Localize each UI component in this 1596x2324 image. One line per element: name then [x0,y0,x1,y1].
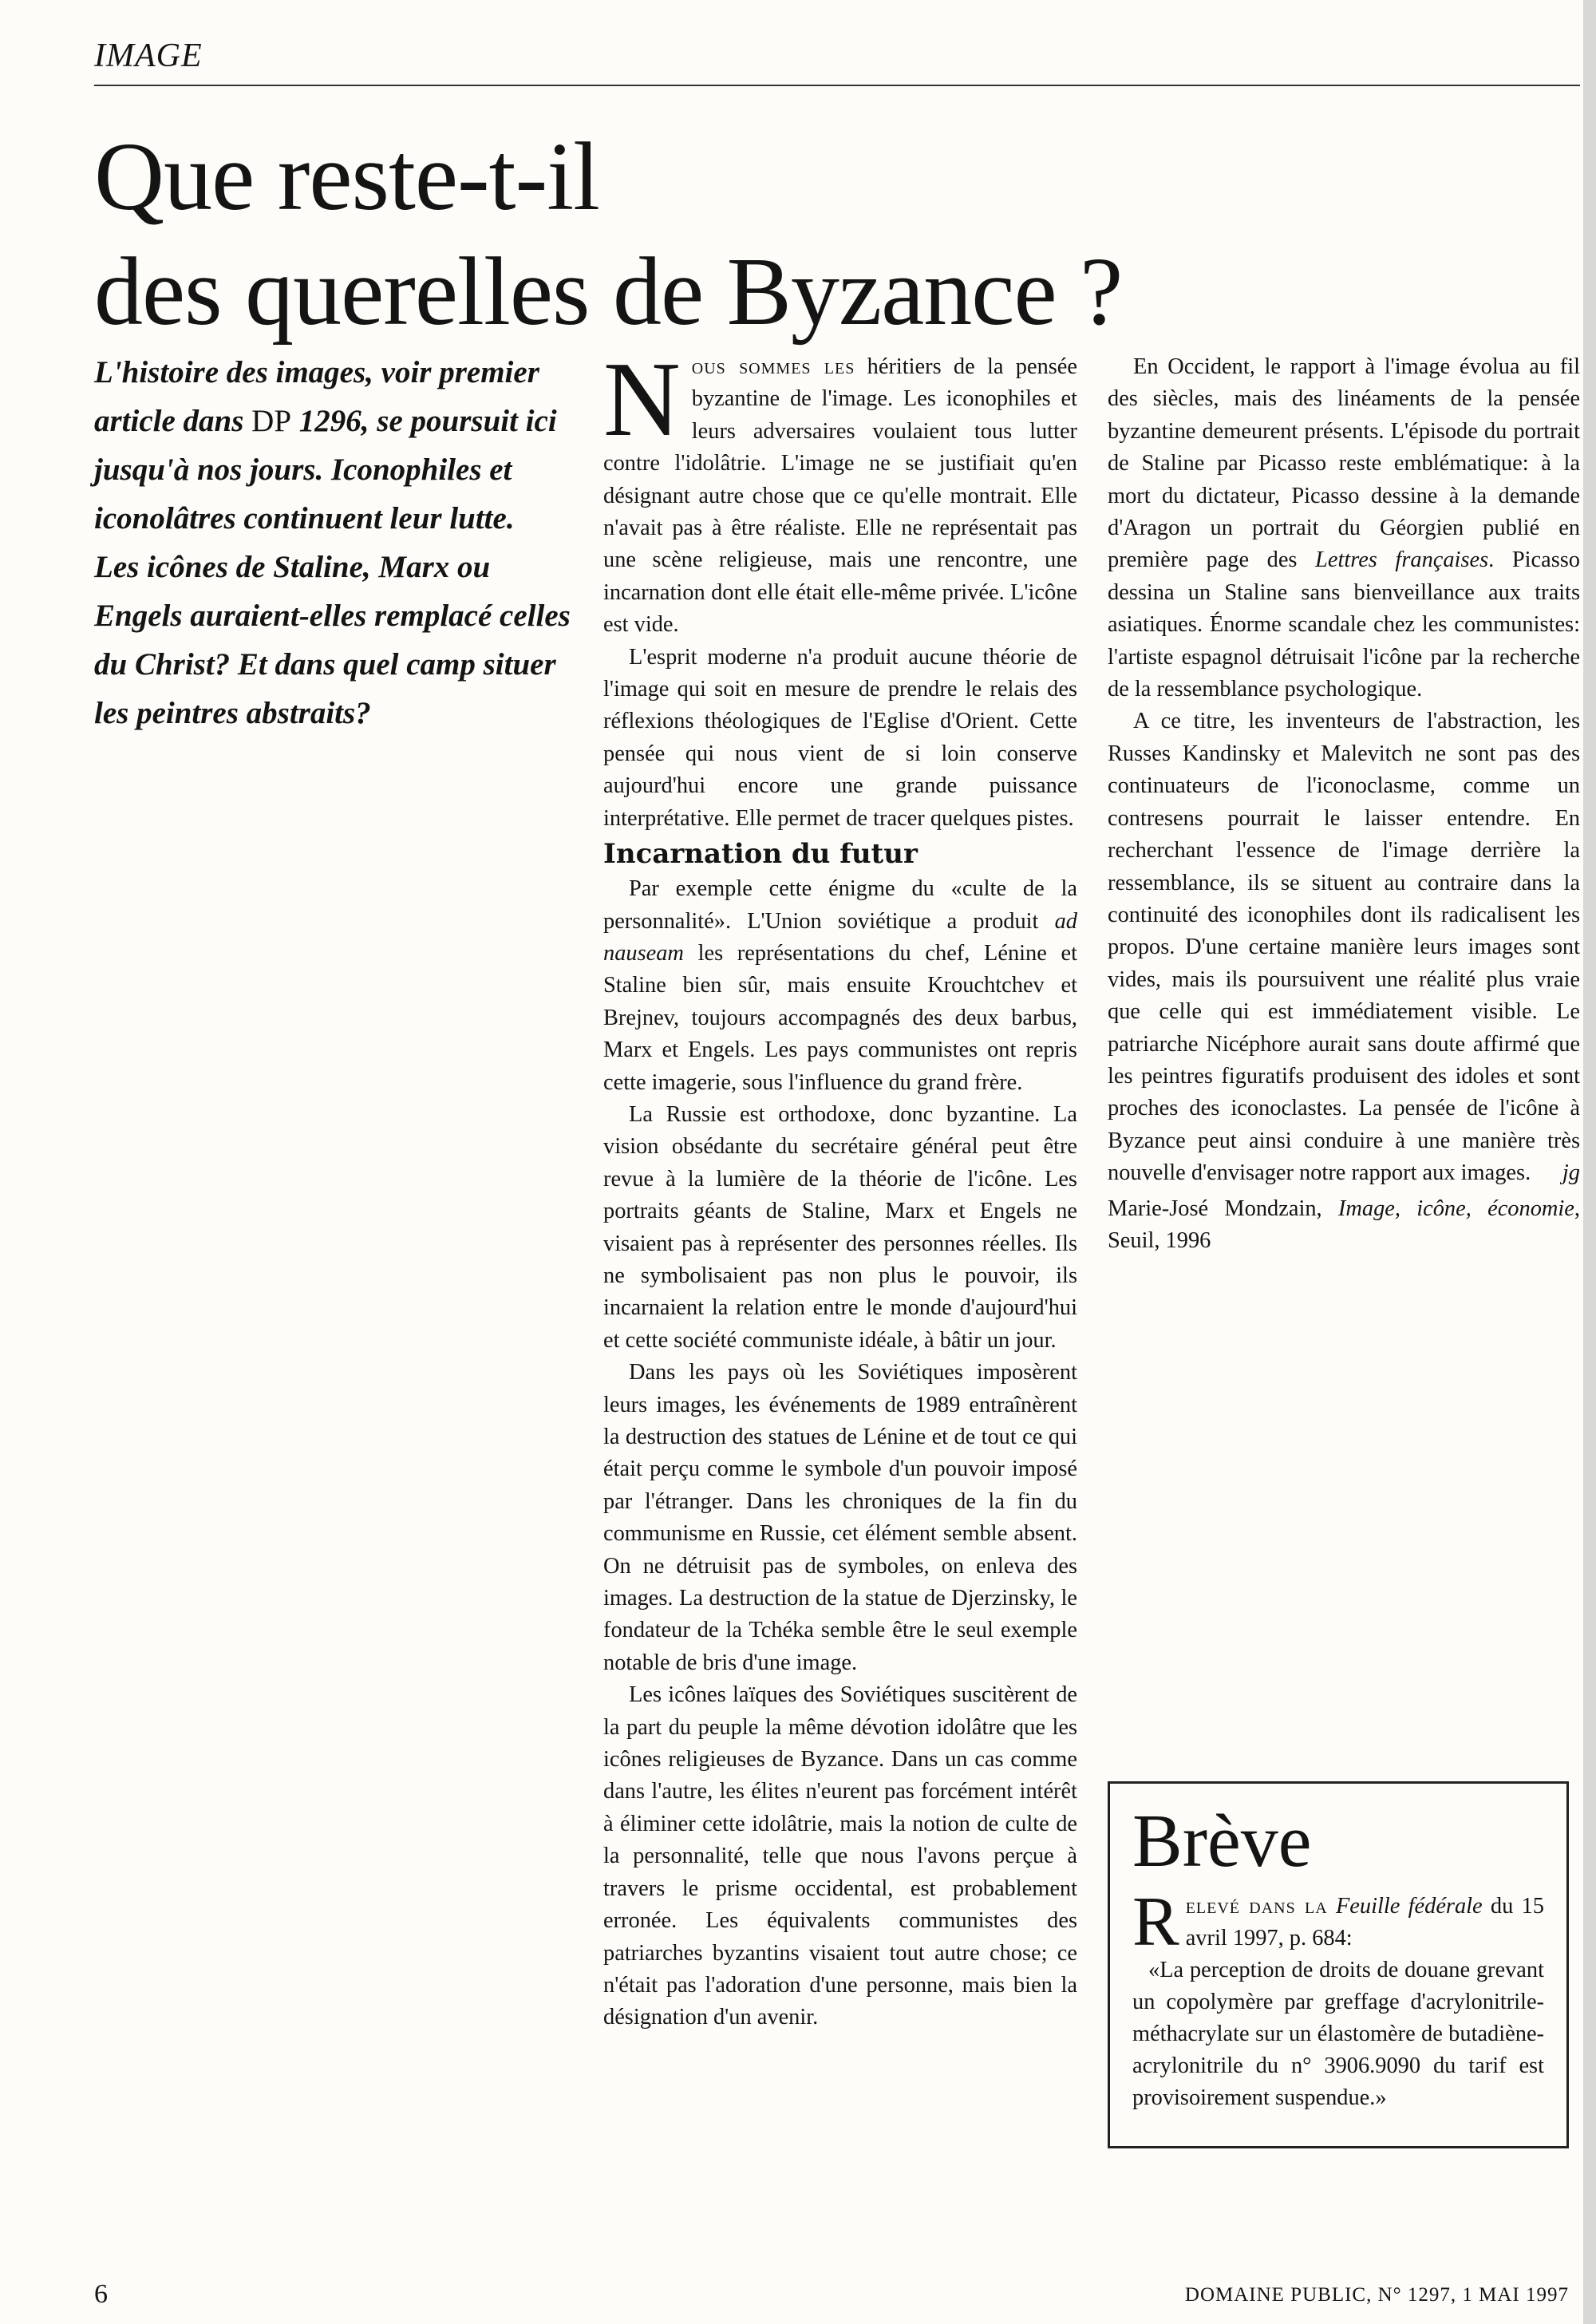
article-p5: Dans les pays où les Soviétiques imposèrent leurs images, les événements de 1989 entraînèrent la destruction des statues de Lénine et de tout ce qui était perçu comme le symbole d'un pouvoir imposé par l'étranger. Dans les chroniques de la fin du communisme en Russie, cet élément semble absent. On ne détruisit pas de symboles, on enleva des images. La destruction de la statue de Djerzinsky, le fondateur de la Tchéka semble être le seul exemple notable de bris d'une image. [603,1360,1077,1675]
bibliography-reference: Marie-José Mondzain, Image, icône, économie, Seuil, 1996 [1108,1196,1580,1253]
article-p6: Les icônes laïques des Soviétiques suscitèrent de la part du peuple la même dévotion idolâtre que les icônes religieuses de Byzance. Dans un cas comme dans l'autre, les élites n'eurent pas forcément intérêt à éliminer cette idolâtrie, mais la notion de culte de la personnalité, telle que nous l'avons perçue à travers le prisme occidental, est probablement erronée. Les équivalents communistes des patriarches byzantins visaient tout autre chose; ce n'était pas l'adoration d'une personne, mais bien la désignation d'un avenir. [603,1682,1077,2030]
scan-edge [1583,0,1596,2324]
article-p1: Nous sommes les héritiers de la pensée byzantine de l'image. Les iconophiles et leurs adversaires voulaient tous lutter contre l'idolâtrie. L'image ne se justifiait qu'en désignant autre chose que ce qu'elle montrait. Elle n'avait pas à être réaliste. Elle ne représentait pas une scène religieuse, mais une rencontre, une incarnation dont elle était elle-même privée. L'icône est vide. [603,340,1078,638]
article-p7: En Occident, le rapport à l'image évolua au fil des siècles, mais des linéaments de la pensée byzantine demeurent présents. L'épisode du portrait de Staline par Picasso reste emblématique: à la mort du dictateur, Picasso dessine à la demande d'Aragon un portrait du Géorgien publié en première page des Lettres françaises. Picasso dessina un Staline sans bienveillance aux traits asiatiques. Énorme scandale chez les communistes: l'artiste espagnol détruisait l'icône par la recherche de la ressemblance psychologique. [1108,354,1581,702]
breve-drop-cap: R [1132,1883,1179,1961]
breve-quote: «La perception de droits de douane grevant un copolymère par greffage d'acrylonitrile-méthacrylate sur un élastomère de butadiène-acrylonitrile du n° 3906.9090 du tarif est provisoirement suspendue.» [1132,1958,1544,2110]
footer-publication: DOMAINE PUBLIC, N° 1297, 1 MAI 1997 [1184,2284,1569,2306]
title-line-2: des querelles de Byzance ? [94,238,1123,346]
lead-p2: Les icônes de Staline, Marx ou Engels auraient-elles remplacé celles du Christ? Et dans quel camp situer les peintres abstraits? [94,550,571,730]
drop-cap: N [603,340,681,458]
lead-p1: L'histoire des images, voir premier article dans DP 1296, se poursuit ici jusqu'à nos jours. Iconophiles et iconolâtres continuent leur lutte. [94,355,557,536]
article-p8: A ce titre, les inventeurs de l'abstraction, les Russes Kandinsky et Malevitch ne sont pas des continuateurs de l'iconoclasme, comme un contresens pourrait le laisser entendre. En recherchant l'essence de l'image derrière la ressemblance, ils se situent au contraire dans la continuité des iconophiles dont ils radicalisent les propos. D'une certaine manière leurs images sont vides, mais ils poursuivent une réalité plus vraie que celle qui est immédiatement visible. Le patriarche Nicéphore aurait sans doute affirmé que les peintres figuratifs produisent des idoles et sont proches des iconoclastes. La pensée de l'icône à Byzance peut ainsi conduire à une manière très nouvelle d'envisager notre rapport aux images. jg [1108,706,1580,1189]
section-rubric: IMAGE [94,38,203,74]
article-p4: La Russie est orthodoxe, donc byzantine. La vision obsédante du secrétaire général peut être revue à la lumière de la théorie de l'icône. Les portraits géants de Staline, Marx et Engels ne visaient pas à représenter des personnes réelles. Ils ne symbolisaient pas non plus le pouvoir, ils incarnaient la relation entre le monde d'aujourd'hui et cette société communiste idéale, à bâtir un jour. [603,1101,1077,1353]
lead-paragraph [94,348,573,737]
author-signature: jg [1562,1160,1580,1186]
article-p2: L'esprit moderne n'a produit aucune théorie de l'image qui soit en mesure de prendre le relais des réflexions théologiques de l'Eglise d'Orient. Cette pensée qui nous vient de si loin conserve aujourd'hui encore une grande puissance interprétative. Elle permet de tracer quelques pistes. [603,644,1077,831]
article-title [94,120,1547,350]
breve-intro: Relevé dans la Feuille fédérale du 15 avril 1997, p. 684: [1132,1883,1544,1961]
subheading: Incarnation du futur [603,838,918,871]
title-line-1: Que reste-t-il [94,123,599,231]
header-rule [94,85,1580,86]
lead-dp: DP [251,404,292,438]
article-column-2 [1108,351,1580,1257]
page-number: 6 [94,2279,108,2309]
breve-box [1108,1781,1569,2148]
breve-title: Brève [1132,1800,1312,1883]
article-p3: Par exemple cette énigme du «culte de la personnalité». L'Union soviétique a produit ad nauseam les représentations du chef, Lénine et Staline bien sûr, mais ensuite Krouchtchev et Brejnev, toujours accompagnés des deux barbus, Marx et Engels. Les pays communistes ont repris cette imagerie, sous l'influence du grand frère. [603,876,1077,1095]
article-column-1 [603,340,1078,2034]
